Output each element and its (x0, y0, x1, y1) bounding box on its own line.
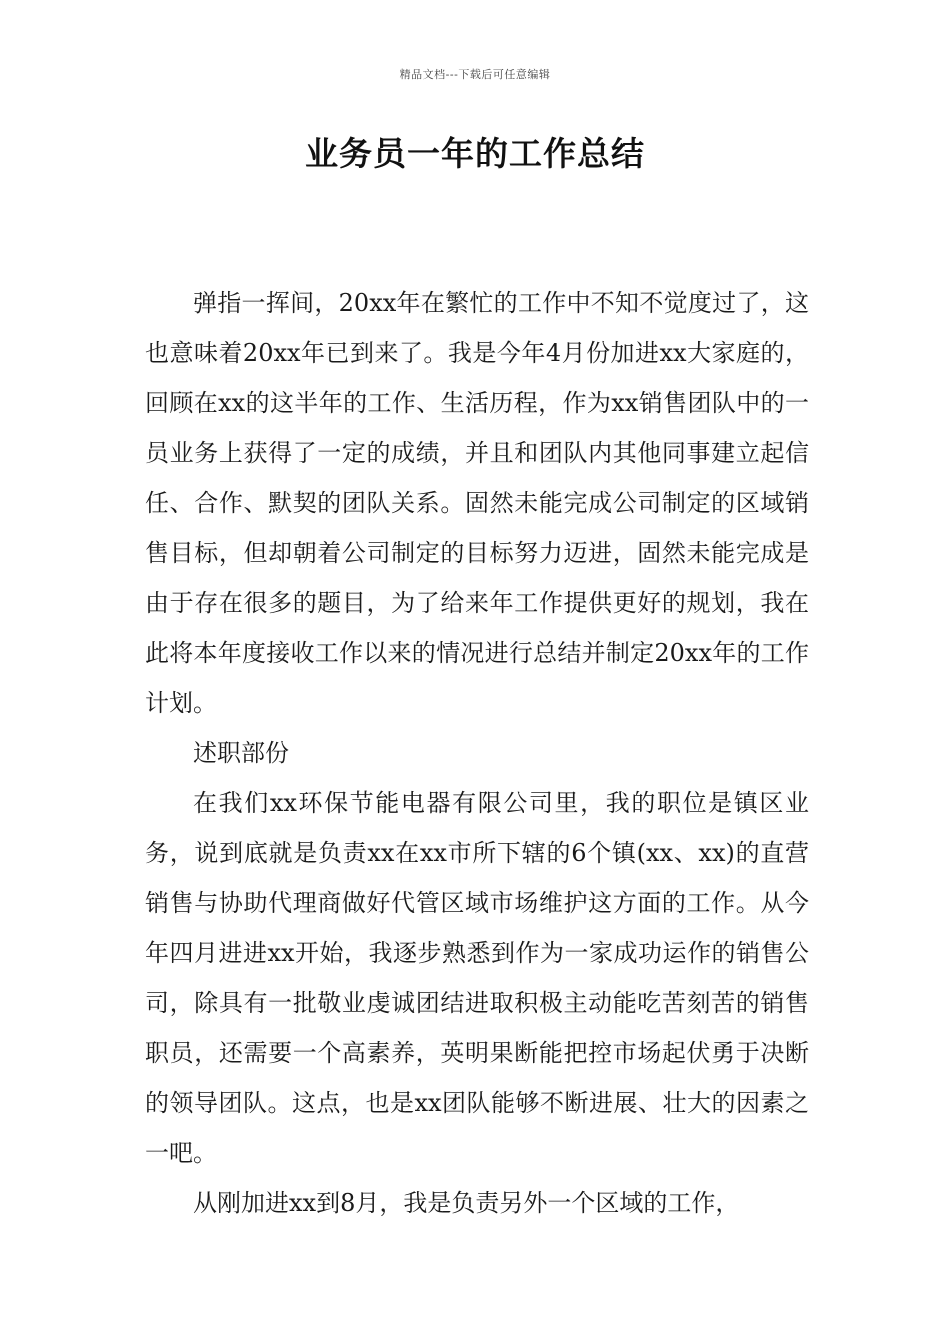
section-heading: 述职部份 (193, 739, 289, 767)
paragraph-duties: 在我们xx环保节能电器有限公司里，我的职位是镇区业务，说到底就是负责xx在xx市所下辖的6个镇(xx、xx)的直营销售与协助代理商做好代管区域市场维护这方面的工作。从今年四月进进xx开始，我逐步熟悉到作为一家成功运作的销售公司，除具有一批敬业虔诚团结进取积极主动能吃苦刻苦的销售职员，还需要一个高素养，英明果断能把控市场起伏勇于决断的领导团队。这点，也是xx团队能够不断进展、壮大的因素之一吧。 (145, 789, 809, 1167)
paragraph-intro: 弹指一挥间，20xx年在繁忙的工作中不知不觉度过了，这也意味着20xx年已到来了。我是今年4月份加进xx大家庭的，回顾在xx的这半年的工作、生活历程，作为xx销售团队中的一员业务上获得了一定的成绩，并且和团队内其他同事建立起信任、合作、默契的团队关系。固然未能完成公司制定的区域销售目标，但却朝着公司制定的目标努力迈进，固然未能完成是由于存在很多的题目，为了给来年工作提供更好的规划，我在此将本年度接收工作以来的情况进行总结并制定20xx年的工作计划。 (145, 289, 809, 717)
header-note: 精品文档---下载后可任意编辑 (399, 68, 551, 81)
paragraph-continued: 从刚加进xx到8月，我是负责另外一个区域的工作， (193, 1189, 740, 1217)
document-body (145, 278, 809, 1228)
document-title: 业务员一年的工作总结 (305, 134, 645, 173)
